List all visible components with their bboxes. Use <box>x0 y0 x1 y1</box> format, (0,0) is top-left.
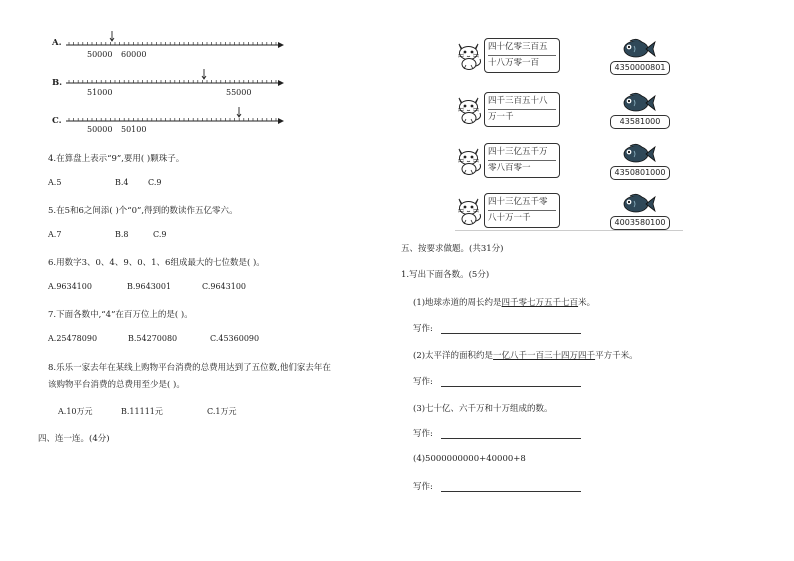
q7-option-b[interactable]: B.54270080 <box>128 334 178 343</box>
cat-icon <box>455 145 483 175</box>
p1-item-2 <box>413 349 638 361</box>
fish-number-box[interactable]: 4350000801 <box>610 61 670 75</box>
part-1-title: 1.写出下面各数。(5分) <box>401 270 490 280</box>
fish-icon <box>622 143 656 165</box>
q5-option-b[interactable]: B.8 <box>115 230 129 239</box>
fish-number-box[interactable]: 4003580100 <box>610 216 670 230</box>
q6-option-b[interactable]: B.9643001 <box>127 282 172 291</box>
bubble-line: 八十万一千 <box>488 210 556 226</box>
bubble-line: 四千三百五十八 <box>488 96 548 106</box>
bubble-line: 四十三亿五千万 <box>488 147 548 157</box>
marker-arrow <box>202 69 206 79</box>
tick-label: 50100 <box>121 125 147 134</box>
cat-bubble[interactable] <box>484 92 560 127</box>
q7-option-a[interactable]: A.25478090 <box>48 334 98 343</box>
q6-option-a[interactable]: A.9634100 <box>48 282 92 291</box>
fish-icon <box>622 92 656 114</box>
q8-option-b[interactable]: B.11111元 <box>121 407 163 416</box>
fish-icon <box>622 38 656 60</box>
axis-arrowhead <box>278 80 284 86</box>
bubble-line: 零八百零一 <box>488 160 556 176</box>
answer-line-4[interactable] <box>441 491 581 492</box>
item-unit: 米。 <box>578 298 596 308</box>
number-line-label: C. <box>52 116 62 126</box>
underlined-number: 四千零七万五千七百 <box>501 298 579 308</box>
divider <box>455 230 683 231</box>
answer-line-2[interactable] <box>441 386 581 387</box>
cat-bubble[interactable] <box>484 143 560 178</box>
q8-option-a[interactable]: A.10万元 <box>58 407 93 416</box>
q5-option-a[interactable]: A.7 <box>48 230 62 239</box>
write-label: 写作: <box>413 482 433 492</box>
q8-option-c[interactable]: C.1万元 <box>207 407 237 416</box>
question-6: 6.用数字3、0、4、9、0、1、6组成最大的七位数是( )。 <box>48 258 265 268</box>
question-8-line1: 8.乐乐一家去年在某线上购物平台消费的总费用达到了五位数,他们家去年在 <box>48 363 331 373</box>
cat-icon <box>455 40 483 70</box>
answer-line-3[interactable] <box>441 438 581 439</box>
underlined-number: 一亿八千一百三十四万四千 <box>493 351 596 361</box>
marker-arrow <box>110 31 114 41</box>
marker-arrow <box>237 107 241 117</box>
write-label: 写作: <box>413 377 433 387</box>
answer-line-1[interactable] <box>441 333 581 334</box>
cat-bubble[interactable] <box>484 38 560 73</box>
question-8-line2: 该购物平台消费的总费用至少是( )。 <box>48 380 185 390</box>
section-4-heading: 四、连一连。(4分) <box>38 434 110 444</box>
tick-label: 51000 <box>87 88 113 97</box>
question-4: 4.在算盘上表示“9”,要用( )颗珠子。 <box>48 154 185 164</box>
write-label: 写作: <box>413 429 433 439</box>
section-5-heading: 五、按要求做题。(共31分) <box>401 244 504 254</box>
item-text: (1)地球赤道的周长约是 <box>413 298 502 308</box>
q4-option-c[interactable]: C.9 <box>148 178 162 187</box>
q5-option-c[interactable]: C.9 <box>153 230 167 239</box>
q4-option-a[interactable]: A.5 <box>48 178 62 187</box>
tick-label: 50000 <box>87 50 113 59</box>
number-line-label: B. <box>52 78 63 88</box>
q7-option-c[interactable]: C.45360090 <box>210 334 260 343</box>
fish-number-box[interactable]: 43581000 <box>610 115 670 129</box>
cat-icon <box>455 195 483 225</box>
tick-label: 50000 <box>87 125 113 134</box>
tick-label: 55000 <box>226 88 252 97</box>
cat-bubble[interactable] <box>484 193 560 228</box>
fish-number-box[interactable]: 4350801000 <box>610 166 670 180</box>
write-label: 写作: <box>413 324 433 334</box>
p1-item-1 <box>413 296 595 308</box>
tick-label: 60000 <box>121 50 147 59</box>
q4-option-b[interactable]: B.4 <box>115 178 129 187</box>
axis-arrowhead <box>278 42 284 48</box>
q6-option-c[interactable]: C.9643100 <box>202 282 247 291</box>
item-unit: 平方千米。 <box>595 351 638 361</box>
p1-item-4: (4)5000000000+40000+8 <box>413 454 526 464</box>
p1-item-3: (3)七十亿、六千万和十万组成的数。 <box>413 404 553 414</box>
axis-arrowhead <box>278 118 284 124</box>
question-7: 7.下面各数中,“4”在百万位上的是( )。 <box>48 310 193 320</box>
bubble-line: 四十三亿五千零 <box>488 197 548 207</box>
question-5: 5.在5和6之间添( )个“0”,得到的数读作五亿零六。 <box>48 206 238 216</box>
cat-icon <box>455 94 483 124</box>
bubble-line: 十八万零一百 <box>488 55 556 71</box>
bubble-line: 万一千 <box>488 109 556 125</box>
bubble-line: 四十亿零三百五 <box>488 42 548 52</box>
number-line-label: A. <box>52 38 62 48</box>
fish-icon <box>622 193 656 215</box>
item-text: (2)太平洋的面积约是 <box>413 351 494 361</box>
